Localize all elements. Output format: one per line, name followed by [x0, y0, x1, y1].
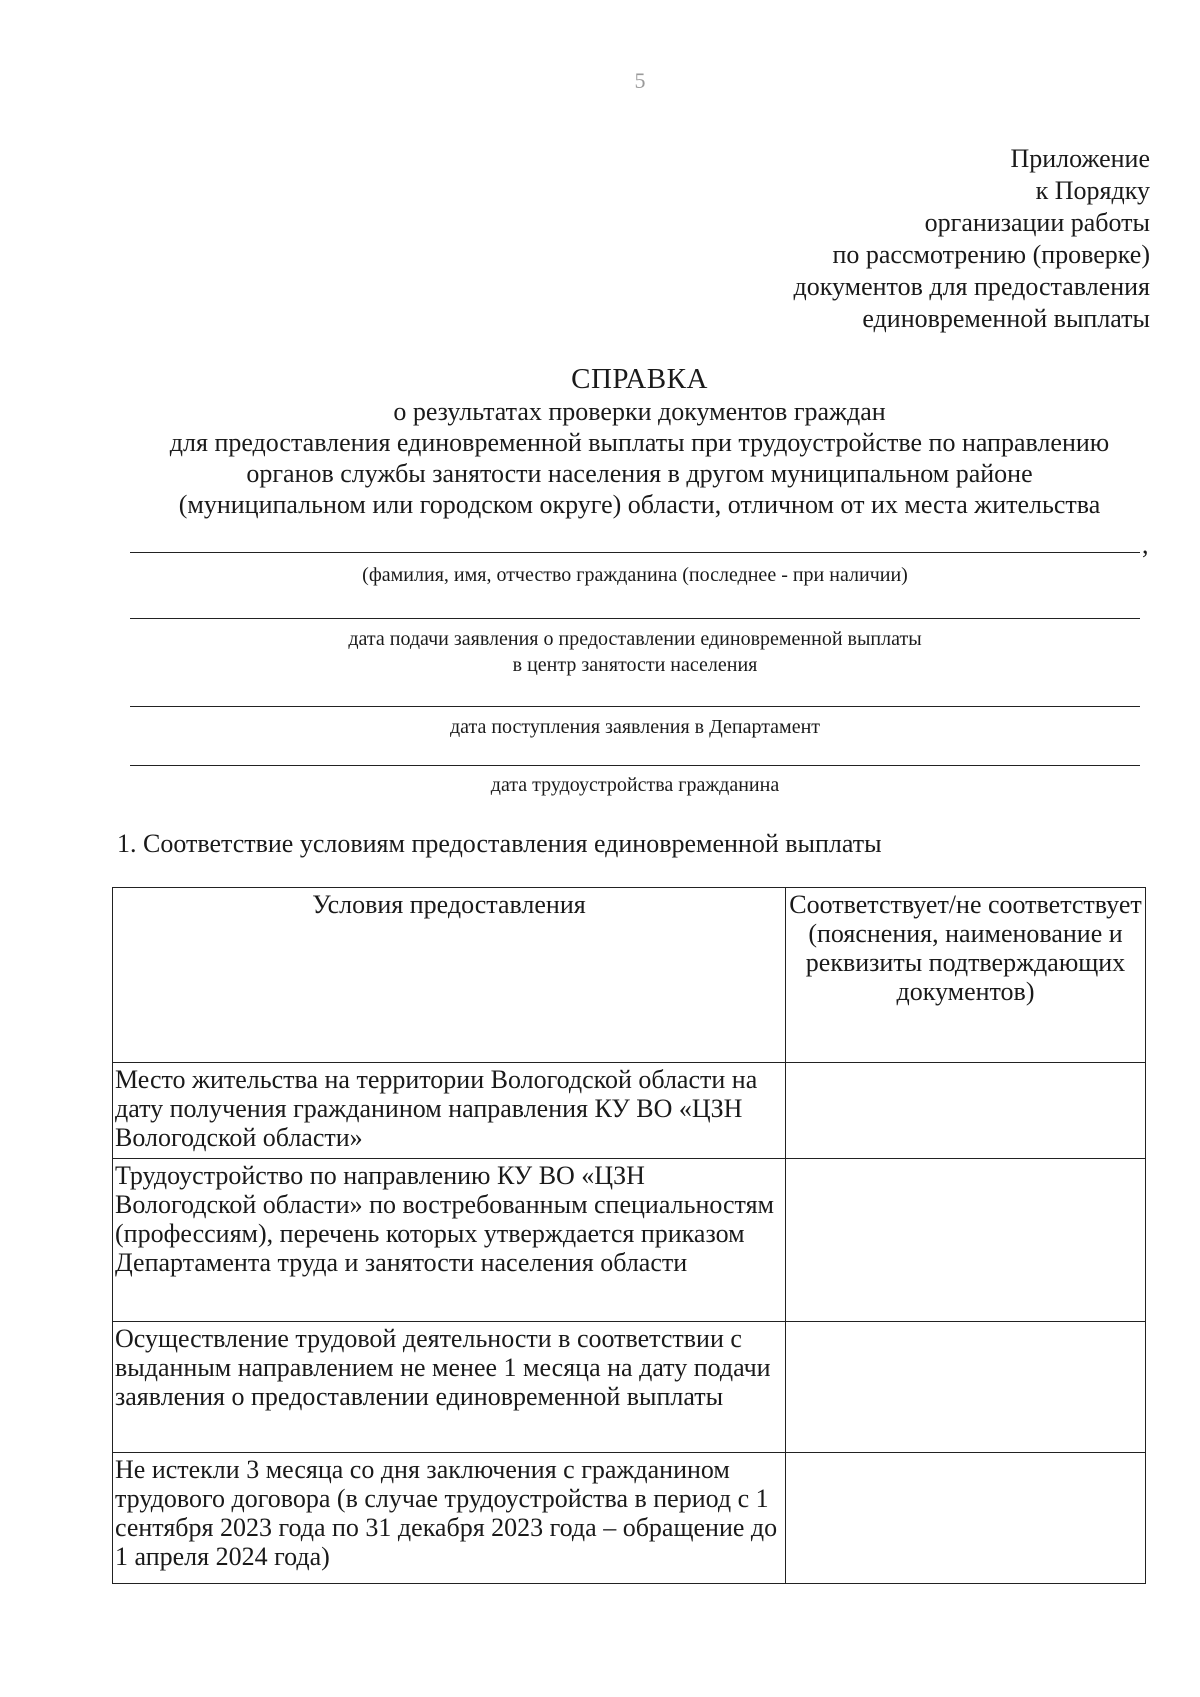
table-row	[113, 1453, 1146, 1584]
title-block	[112, 362, 1167, 520]
table-header-row	[113, 888, 1146, 1063]
subtitle-line: о результатах проверки документов граждан	[393, 397, 886, 426]
header-conditions: Условия предоставления	[113, 888, 786, 1063]
condition-cell: Осуществление трудовой деятельности в соответствии с выданным направлением не менее 1 месяца на дату подачи заявления о предоставлении единовременной выплаты	[113, 1322, 786, 1453]
employment-date-fill-line[interactable]	[130, 765, 1140, 766]
fio-fill-line[interactable]	[130, 552, 1140, 553]
compliance-cell[interactable]	[786, 1159, 1146, 1322]
subtitle-line: (муниципальном или городском округе) области, отличном от их места жительства	[178, 490, 1101, 519]
header-compliance: Соответствует/не соответствует (пояснения, наименование и реквизиты подтверждающих документов)	[786, 888, 1146, 1063]
table-row	[113, 1159, 1146, 1322]
condition-cell: Трудоустройство по направлению КУ ВО «ЦЗН Вологодской области» по востребованным специальностям (профессиям), перечень которых утверждается приказом Департамента труда и занятости населения области	[113, 1159, 786, 1322]
appendix-note	[794, 143, 1151, 335]
application-date-caption: дата подачи заявления о предоставлении единовременной выплаты	[348, 628, 922, 650]
fio-comma: ,	[1142, 530, 1149, 559]
application-date-fill-line[interactable]	[130, 618, 1140, 619]
application-date-caption: в центр занятости населения	[512, 654, 758, 676]
table-row	[113, 1063, 1146, 1159]
appendix-line: документов для предоставления	[793, 272, 1150, 301]
fio-caption: (фамилия, имя, отчество гражданина (последнее - при наличии)	[362, 564, 908, 586]
subtitle-line: органов службы занятости населения в другом муниципальном районе	[246, 459, 1033, 488]
receipt-date-fill-line[interactable]	[130, 706, 1140, 707]
compliance-cell[interactable]	[786, 1453, 1146, 1584]
page-number: 5	[634, 68, 646, 93]
condition-cell: Место жительства на территории Вологодской области на дату получения гражданином направления КУ ВО «ЦЗН Вологодской области»	[113, 1063, 786, 1159]
conditions-table	[112, 887, 1146, 1584]
appendix-line: Приложение	[1010, 144, 1150, 173]
employment-date-caption: дата трудоустройства гражданина	[490, 774, 780, 796]
compliance-cell[interactable]	[786, 1322, 1146, 1453]
condition-cell: Не истекли 3 месяца со дня заключения с гражданином трудового договора (в случае трудоустройства в период с 1 сентября 2023 года по 31 декабря 2023 года – обращение до 1 апреля 2024 года)	[113, 1453, 786, 1584]
subtitle-line: для предоставления единовременной выплаты при трудоустройстве по направлению	[169, 428, 1110, 457]
document-title: СПРАВКА	[571, 363, 708, 395]
appendix-line: к Порядку	[1035, 176, 1150, 205]
appendix-line: единовременной выплаты	[862, 304, 1150, 333]
appendix-line: по рассмотрению (проверке)	[832, 240, 1150, 269]
appendix-line: организации работы	[924, 208, 1150, 237]
section-heading: 1. Соответствие условиям предоставления единовременной выплаты	[117, 829, 882, 858]
compliance-cell[interactable]	[786, 1063, 1146, 1159]
receipt-date-caption: дата поступления заявления в Департамент	[449, 716, 821, 738]
table-row	[113, 1322, 1146, 1453]
